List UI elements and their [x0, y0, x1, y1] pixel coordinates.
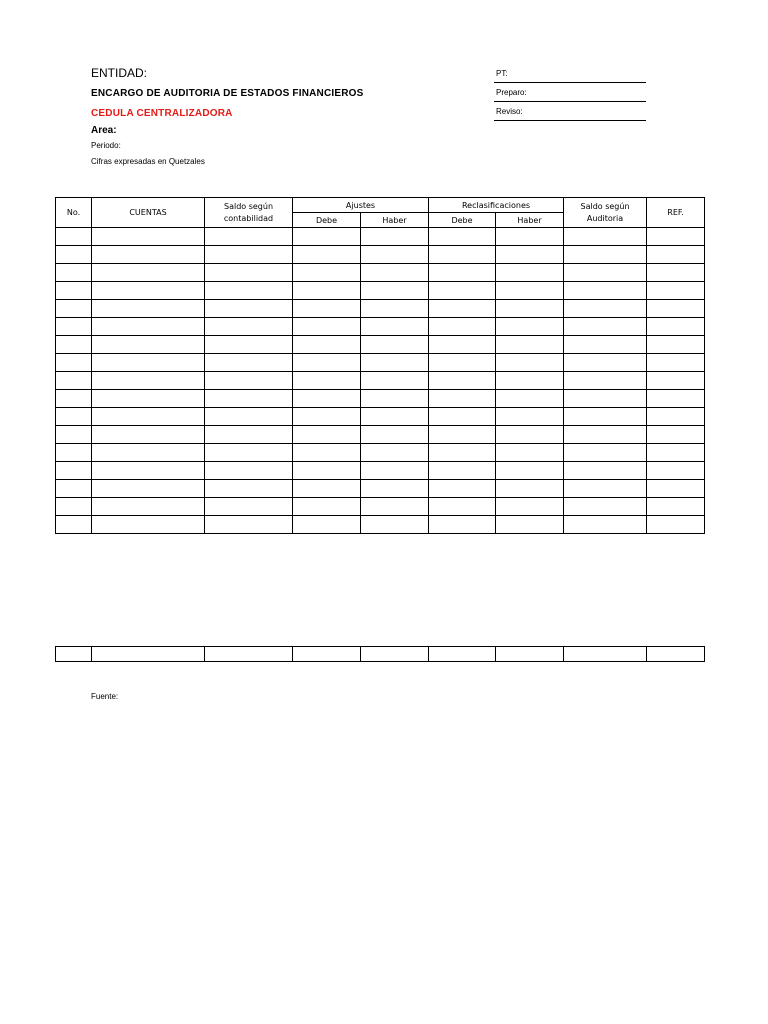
- table-cell[interactable]: [647, 228, 705, 246]
- table-cell[interactable]: [56, 228, 92, 246]
- table-cell[interactable]: [205, 480, 293, 498]
- table-cell[interactable]: [564, 516, 647, 534]
- table-cell[interactable]: [361, 228, 429, 246]
- table-cell[interactable]: [564, 336, 647, 354]
- table-cell[interactable]: [429, 228, 496, 246]
- table-cell[interactable]: [429, 444, 496, 462]
- table-cell[interactable]: [92, 462, 205, 480]
- table-cell[interactable]: [496, 647, 564, 662]
- table-cell[interactable]: [361, 246, 429, 264]
- table-cell[interactable]: [496, 282, 564, 300]
- table-cell[interactable]: [429, 318, 496, 336]
- table-cell[interactable]: [429, 426, 496, 444]
- table-row: [56, 354, 705, 372]
- table-cell[interactable]: [293, 390, 361, 408]
- table-cell[interactable]: [293, 462, 361, 480]
- table-cell[interactable]: [361, 264, 429, 282]
- col-header-ajustes: Ajustes: [293, 198, 429, 213]
- table-cell[interactable]: [56, 282, 92, 300]
- table-cell[interactable]: [205, 336, 293, 354]
- table-cell[interactable]: [496, 480, 564, 498]
- table-cell[interactable]: [496, 336, 564, 354]
- table-cell[interactable]: [293, 228, 361, 246]
- table-cell[interactable]: [92, 647, 205, 662]
- table-cell[interactable]: [293, 408, 361, 426]
- table-cell[interactable]: [496, 372, 564, 390]
- table-cell[interactable]: [56, 300, 92, 318]
- pt-field: [494, 66, 646, 83]
- table-cell[interactable]: [429, 246, 496, 264]
- col-header-reclasificaciones: Reclasificaciones: [429, 198, 564, 213]
- table-cell[interactable]: [429, 516, 496, 534]
- table-cell[interactable]: [205, 462, 293, 480]
- table-cell[interactable]: [293, 282, 361, 300]
- table-cell[interactable]: [564, 300, 647, 318]
- table-cell[interactable]: [56, 372, 92, 390]
- table-cell[interactable]: [429, 282, 496, 300]
- table-cell[interactable]: [92, 228, 205, 246]
- table-cell[interactable]: [293, 300, 361, 318]
- table-row: [56, 462, 705, 480]
- col-header-cuentas: CUENTAS: [92, 198, 205, 228]
- table-cell[interactable]: [564, 372, 647, 390]
- table-row: [56, 282, 705, 300]
- table-cell[interactable]: [293, 372, 361, 390]
- table-cell[interactable]: [647, 318, 705, 336]
- table-cell[interactable]: [56, 354, 92, 372]
- table-cell[interactable]: [293, 354, 361, 372]
- table-row: [56, 426, 705, 444]
- table-cell[interactable]: [205, 498, 293, 516]
- table-cell[interactable]: [205, 372, 293, 390]
- table-cell[interactable]: [205, 516, 293, 534]
- table-row: [56, 228, 705, 246]
- reviewed-by-field: [494, 104, 646, 121]
- table-cell[interactable]: [361, 408, 429, 426]
- table-cell[interactable]: [56, 516, 92, 534]
- table-cell[interactable]: [564, 246, 647, 264]
- table-cell[interactable]: [496, 408, 564, 426]
- engagement-title: ENCARGO DE AUDITORIA DE ESTADOS FINANCIEROS: [91, 88, 364, 99]
- table-cell[interactable]: [564, 264, 647, 282]
- table-row: [56, 318, 705, 336]
- table-cell[interactable]: [92, 336, 205, 354]
- table-cell[interactable]: [564, 408, 647, 426]
- source-label: Fuente:: [91, 692, 119, 701]
- table-cell[interactable]: [496, 498, 564, 516]
- table-cell[interactable]: [92, 498, 205, 516]
- table-cell[interactable]: [647, 336, 705, 354]
- table-cell[interactable]: [361, 354, 429, 372]
- table-row: [56, 480, 705, 498]
- table-cell[interactable]: [56, 390, 92, 408]
- table-cell[interactable]: [361, 462, 429, 480]
- table-cell[interactable]: [205, 264, 293, 282]
- table-cell[interactable]: [56, 426, 92, 444]
- table-row: [56, 516, 705, 534]
- table-cell[interactable]: [205, 300, 293, 318]
- table-cell[interactable]: [56, 318, 92, 336]
- table-cell[interactable]: [564, 318, 647, 336]
- table-cell[interactable]: [429, 372, 496, 390]
- table-cell[interactable]: [429, 336, 496, 354]
- table-cell[interactable]: [647, 516, 705, 534]
- table-cell[interactable]: [496, 318, 564, 336]
- table-cell[interactable]: [564, 282, 647, 300]
- table-cell[interactable]: [361, 372, 429, 390]
- table-row: [56, 390, 705, 408]
- table-row: [56, 246, 705, 264]
- table-cell[interactable]: [361, 516, 429, 534]
- table-cell[interactable]: [647, 498, 705, 516]
- saldo-contab-line1: Saldo según: [223, 202, 274, 211]
- col-header-saldo-auditoria: [564, 198, 647, 228]
- table-cell[interactable]: [56, 647, 92, 662]
- table-cell[interactable]: [496, 390, 564, 408]
- table-cell[interactable]: [56, 246, 92, 264]
- table-cell[interactable]: [361, 318, 429, 336]
- table-cell[interactable]: [564, 647, 647, 662]
- currency-note: Cifras expresadas en Quetzales: [91, 157, 205, 166]
- table-cell[interactable]: [564, 498, 647, 516]
- table-cell[interactable]: [564, 462, 647, 480]
- table-cell[interactable]: [564, 426, 647, 444]
- table-cell[interactable]: [56, 462, 92, 480]
- table-cell[interactable]: [429, 390, 496, 408]
- table-cell[interactable]: [496, 426, 564, 444]
- table-cell[interactable]: [56, 480, 92, 498]
- totals-row: [56, 647, 705, 662]
- table-cell[interactable]: [361, 336, 429, 354]
- entity-label: ENTIDAD:: [91, 66, 148, 80]
- table-cell[interactable]: [92, 300, 205, 318]
- totals-table: [55, 646, 705, 662]
- table-cell[interactable]: [293, 444, 361, 462]
- saldo-contab-line2: contabilidad: [223, 214, 274, 223]
- table-cell[interactable]: [647, 462, 705, 480]
- col-header-saldo-contabilidad: [205, 198, 293, 228]
- table-row: [56, 372, 705, 390]
- table-row: [56, 408, 705, 426]
- table-row: [56, 300, 705, 318]
- table-cell[interactable]: [293, 516, 361, 534]
- table-cell[interactable]: [56, 498, 92, 516]
- table-cell[interactable]: [647, 264, 705, 282]
- table-cell[interactable]: [429, 462, 496, 480]
- table-cell[interactable]: [92, 426, 205, 444]
- table-cell[interactable]: [361, 444, 429, 462]
- table-cell[interactable]: [205, 228, 293, 246]
- reviewed-by-label: Reviso:: [496, 107, 523, 116]
- table-cell[interactable]: [293, 647, 361, 662]
- saldo-aud-line2: Auditoria: [586, 214, 624, 223]
- table-cell[interactable]: [564, 444, 647, 462]
- table-cell[interactable]: [429, 300, 496, 318]
- ajustes-debe-header: Debe: [293, 213, 361, 228]
- table-cell[interactable]: [647, 372, 705, 390]
- period-label: Periodo:: [91, 141, 121, 150]
- table-cell[interactable]: [205, 444, 293, 462]
- table-cell[interactable]: [496, 516, 564, 534]
- table-cell[interactable]: [205, 426, 293, 444]
- table-cell[interactable]: [205, 282, 293, 300]
- table-cell[interactable]: [293, 318, 361, 336]
- table-cell[interactable]: [647, 246, 705, 264]
- table-cell[interactable]: [92, 318, 205, 336]
- table-row: [56, 264, 705, 282]
- table-cell[interactable]: [92, 354, 205, 372]
- table-cell[interactable]: [647, 390, 705, 408]
- col-header-ref: REF.: [647, 198, 705, 228]
- table-cell[interactable]: [429, 354, 496, 372]
- pt-label: PT:: [496, 69, 508, 78]
- table-cell[interactable]: [564, 354, 647, 372]
- table-cell[interactable]: [92, 246, 205, 264]
- table-cell[interactable]: [647, 444, 705, 462]
- table-cell[interactable]: [293, 246, 361, 264]
- table-cell[interactable]: [429, 264, 496, 282]
- table-cell[interactable]: [293, 336, 361, 354]
- table-cell[interactable]: [361, 647, 429, 662]
- reclas-debe-header: Debe: [429, 213, 496, 228]
- table-cell[interactable]: [205, 318, 293, 336]
- prepared-by-field: [494, 85, 646, 102]
- reclas-haber-header: Haber: [496, 213, 564, 228]
- table-cell[interactable]: [92, 282, 205, 300]
- table-cell[interactable]: [647, 282, 705, 300]
- table-cell[interactable]: [496, 300, 564, 318]
- table-cell[interactable]: [496, 462, 564, 480]
- table-cell[interactable]: [429, 408, 496, 426]
- table-cell[interactable]: [361, 498, 429, 516]
- table-cell[interactable]: [564, 390, 647, 408]
- table-row: [56, 498, 705, 516]
- table-cell[interactable]: [361, 300, 429, 318]
- table-cell[interactable]: [564, 228, 647, 246]
- table-cell[interactable]: [293, 264, 361, 282]
- table-cell[interactable]: [56, 408, 92, 426]
- table-cell[interactable]: [293, 480, 361, 498]
- table-cell[interactable]: [496, 264, 564, 282]
- table-cell[interactable]: [361, 426, 429, 444]
- table-cell[interactable]: [496, 228, 564, 246]
- ajustes-haber-header: Haber: [361, 213, 429, 228]
- table-cell[interactable]: [293, 426, 361, 444]
- table-cell[interactable]: [205, 354, 293, 372]
- table-cell[interactable]: [361, 390, 429, 408]
- table-cell[interactable]: [647, 647, 705, 662]
- table-cell[interactable]: [92, 264, 205, 282]
- table-cell[interactable]: [293, 498, 361, 516]
- table-cell[interactable]: [92, 390, 205, 408]
- table-row: [56, 444, 705, 462]
- table-cell[interactable]: [92, 444, 205, 462]
- table-cell[interactable]: [92, 372, 205, 390]
- table-cell[interactable]: [429, 647, 496, 662]
- area-label: Area:: [91, 125, 117, 136]
- table-cell[interactable]: [429, 498, 496, 516]
- schedule-title: CEDULA CENTRALIZADORA: [91, 108, 233, 119]
- table-cell[interactable]: [56, 444, 92, 462]
- table-row: [56, 336, 705, 354]
- table-cell[interactable]: [496, 354, 564, 372]
- table-cell[interactable]: [92, 408, 205, 426]
- table-cell[interactable]: [647, 480, 705, 498]
- table-cell[interactable]: [205, 647, 293, 662]
- saldo-aud-line1: Saldo según: [580, 202, 630, 211]
- table-cell[interactable]: [361, 282, 429, 300]
- table-cell[interactable]: [564, 480, 647, 498]
- summary-schedule-table: [55, 197, 705, 534]
- table-cell[interactable]: [205, 390, 293, 408]
- table-cell[interactable]: [56, 264, 92, 282]
- table-cell[interactable]: [496, 444, 564, 462]
- table-cell[interactable]: [647, 426, 705, 444]
- table-header-row: [56, 198, 705, 213]
- table-cell[interactable]: [361, 480, 429, 498]
- table-cell[interactable]: [205, 408, 293, 426]
- table-cell[interactable]: [647, 300, 705, 318]
- col-header-no: No.: [56, 198, 92, 228]
- table-cell[interactable]: [56, 336, 92, 354]
- table-cell[interactable]: [92, 480, 205, 498]
- table-cell[interactable]: [496, 246, 564, 264]
- table-cell[interactable]: [647, 354, 705, 372]
- table-cell[interactable]: [92, 516, 205, 534]
- table-cell[interactable]: [205, 246, 293, 264]
- table-cell[interactable]: [429, 480, 496, 498]
- table-cell[interactable]: [647, 408, 705, 426]
- prepared-by-label: Preparo:: [496, 88, 527, 97]
